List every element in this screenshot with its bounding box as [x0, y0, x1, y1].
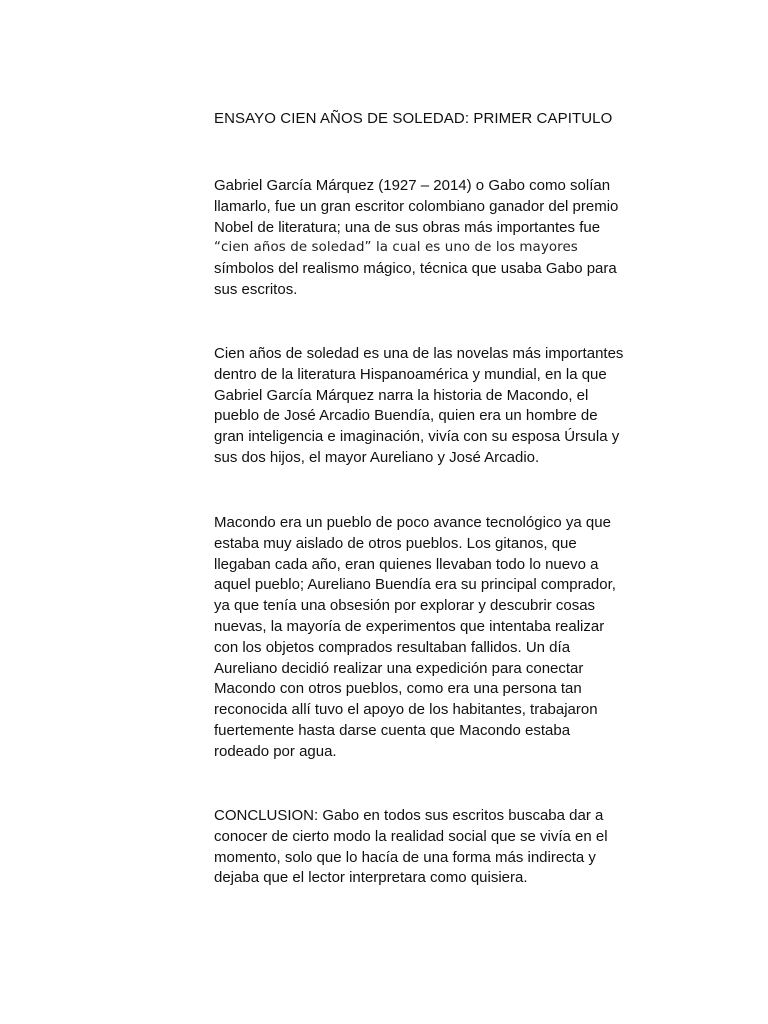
paragraph-line: reconocida allí tuvo el apoyo de los habitantes, trabajaron [214, 701, 598, 719]
paragraph-line: llamarlo, fue un gran escritor colombiano ganador del premio [214, 197, 619, 215]
paragraph-line: aquel pueblo; Aureliano Buendía era su principal comprador, [214, 576, 616, 594]
paragraph-line: gran inteligencia e imaginación, vivía con su esposa Úrsula y [214, 428, 620, 446]
paragraph-line: dejaba que el lector interpretara como quisiera. [214, 869, 528, 887]
paragraph-line: pueblo de José Arcadio Buendía, quien era un hombre de [214, 407, 598, 425]
document-title: ENSAYO CIEN AÑOS DE SOLEDAD: PRIMER CAPITULO [214, 110, 613, 127]
paragraph-line: “cien años de soledad” la cual es uno de los mayores [214, 240, 578, 256]
paragraph-line: momento, solo que lo hacía de una forma más indirecta y [214, 848, 596, 866]
paragraph-line: llegaban cada año, eran quienes llevaban todo lo nuevo a [214, 555, 599, 573]
paragraph-line: Aureliano decidió realizar una expedición para conectar [214, 659, 584, 677]
paragraph-line: conocer de cierto modo la realidad social que se vivía en el [214, 827, 608, 845]
paragraph-conclusion [214, 806, 634, 889]
paragraph-line: Cien años de soledad es una de las novelas más importantes [214, 345, 624, 362]
paragraph-line: sus dos hijos, el mayor Aureliano y José Arcadio. [214, 448, 540, 466]
paragraph-line: fuertemente hasta darse cuenta que Macondo estaba [214, 721, 571, 739]
paragraph-line: Gabriel García Márquez narra la historia de Macondo, el [214, 386, 589, 404]
paragraph-line: Nobel de literatura; una de sus obras más importantes fue [214, 218, 601, 236]
paragraph-line: CONCLUSION: Gabo en todos sus escritos buscaba dar a [214, 807, 604, 824]
paragraph-line: símbolos del realismo mágico, técnica que usaba Gabo para [214, 260, 617, 278]
paragraph-line: estaba muy aislado de otros pueblos. Los gitanos, que [214, 534, 577, 552]
paragraph-line: Macondo con otros pueblos, como era una persona tan [214, 680, 582, 698]
paragraph-introduction [214, 176, 634, 301]
paragraph-line: dentro de la literatura Hispanoamérica y mundial, en la que [214, 365, 607, 383]
paragraph-line: con los objetos comprados resultaban fallidos. Un día [214, 638, 571, 656]
paragraph-line: ya que tenía una obsesión por explorar y descubrir cosas [214, 597, 596, 615]
paragraph-line: sus escritos. [214, 280, 298, 298]
paragraph-summary [214, 344, 634, 469]
paragraph-macondo [214, 513, 634, 763]
paragraph-line: nuevas, la mayoría de experimentos que intentaba realizar [214, 617, 605, 635]
paragraph-line: Gabriel García Márquez (1927 – 2014) o Gabo como solían [214, 177, 611, 194]
paragraph-line: rodeado por agua. [214, 742, 337, 760]
paragraph-line: Macondo era un pueblo de poco avance tecnológico ya que [214, 514, 611, 531]
